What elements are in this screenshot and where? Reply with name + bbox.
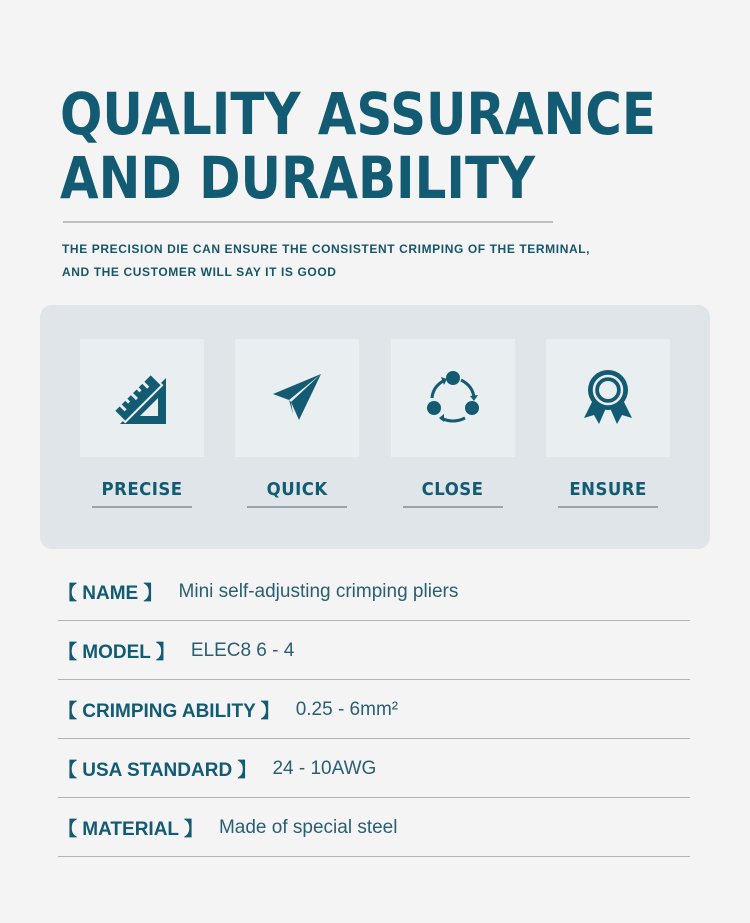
spec-key: 【 USA STANDARD 】 <box>58 760 257 781</box>
spec-list <box>58 563 690 858</box>
feature-tile <box>235 339 359 457</box>
feature-underline <box>247 506 347 508</box>
spec-key: 【 MODEL 】 <box>58 642 175 663</box>
spec-row-material <box>58 799 690 857</box>
feature-underline <box>92 506 192 508</box>
page-title-line-2: AND DURABILITY <box>60 144 536 212</box>
feature-label: CLOSE <box>422 479 484 500</box>
feature-tile <box>391 339 515 457</box>
feature-close <box>391 339 515 508</box>
spec-value: Made of special steel <box>218 816 398 838</box>
spec-value: Mini self-adjusting crimping pliers <box>178 580 459 602</box>
subtitle-line-1: THE PRECISION DIE CAN ENSURE THE CONSISTENT CRIMPING OF THE TERMINAL, <box>62 242 591 256</box>
feature-tile <box>546 339 670 457</box>
paper-plane-icon <box>269 370 325 426</box>
feature-ensure <box>546 339 670 508</box>
cycle-connection-icon <box>423 368 483 428</box>
page-title-line-1: QUALITY ASSURANCE <box>60 80 656 148</box>
feature-label: ENSURE <box>569 479 647 500</box>
spec-key: 【 CRIMPING ABILITY 】 <box>58 701 280 722</box>
ruler-triangle-icon <box>112 368 172 428</box>
feature-label: PRECISE <box>101 479 183 500</box>
page-title <box>60 82 656 210</box>
spec-value: 0.25 - 6mm² <box>295 698 399 720</box>
feature-tile <box>80 339 204 457</box>
feature-underline <box>403 506 503 508</box>
spec-value: ELEC8 6 - 4 <box>190 639 295 661</box>
spec-row-model <box>58 622 690 680</box>
features-panel <box>40 305 710 549</box>
spec-key: 【 NAME 】 <box>58 583 163 604</box>
feature-quick <box>235 339 359 508</box>
award-ribbon-icon <box>580 368 636 428</box>
spec-row-name <box>58 563 690 621</box>
spec-value: 24 - 10AWG <box>272 757 377 779</box>
subtitle <box>62 238 702 284</box>
spec-key: 【 MATERIAL 】 <box>58 819 203 840</box>
feature-precise <box>80 339 204 508</box>
feature-label: QUICK <box>266 479 328 500</box>
spec-row-crimping-ability <box>58 681 690 739</box>
feature-underline <box>558 506 658 508</box>
title-divider <box>63 221 553 223</box>
subtitle-line-2: AND THE CUSTOMER WILL SAY IT IS GOOD <box>62 265 337 279</box>
spec-row-usa-standard <box>58 740 690 798</box>
